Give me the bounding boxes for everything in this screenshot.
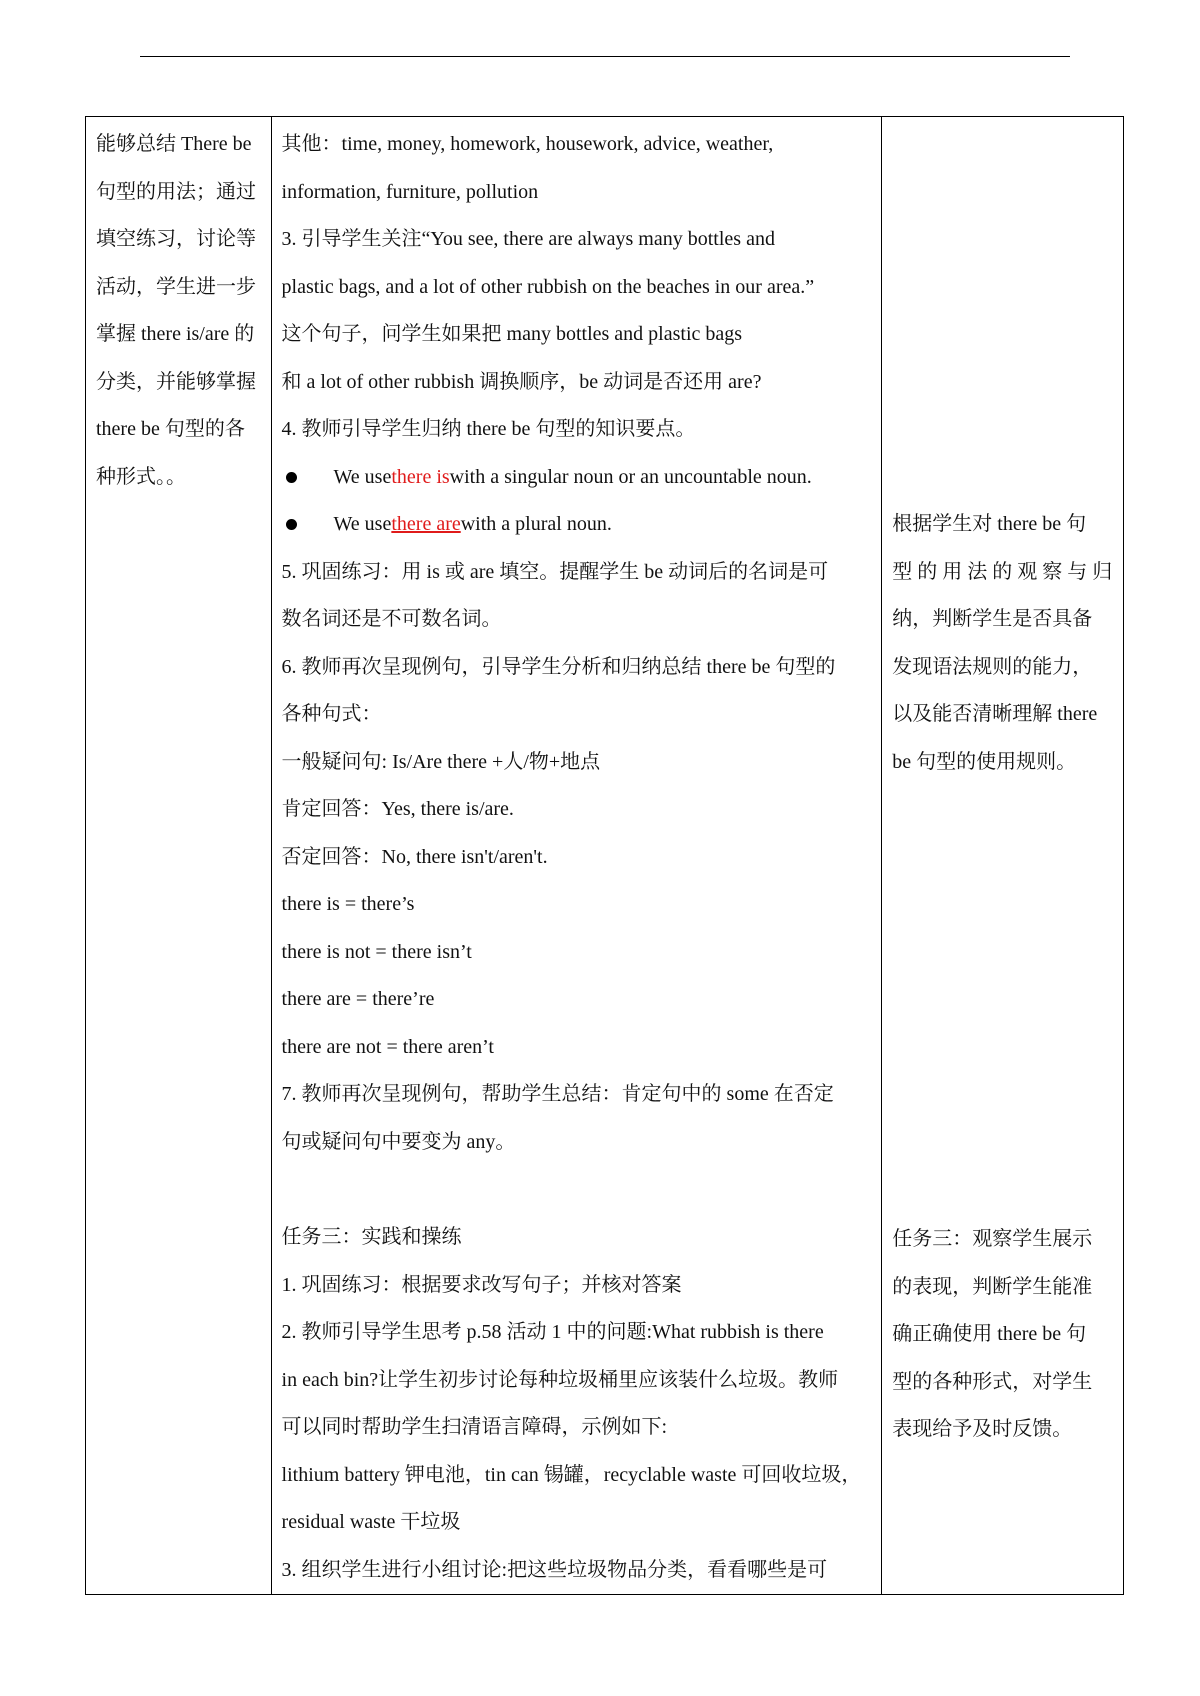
activity-line: 其他：time, money, homework, housework, advice, weather, bbox=[281, 133, 774, 155]
header-rule bbox=[140, 56, 1070, 57]
activity-line: there are = there’re bbox=[281, 988, 435, 1010]
activity-line: 否定回答：No, there isn't/aren't. bbox=[281, 845, 548, 868]
activity-line: 2. 教师引导学生思考 p.58 活动 1 中的问题:What rubbish is there bbox=[281, 1321, 824, 1343]
assessment-line: 确正确使用 there be 句 bbox=[892, 1323, 1087, 1345]
assessment-line: 纳，判断学生是否具备 bbox=[892, 608, 1093, 630]
activity-line: 肯定回答：Yes, there is/are. bbox=[281, 798, 514, 820]
assessment-line: be 句型的使用规则。 bbox=[892, 750, 1077, 773]
bullet-text-pre: We use bbox=[333, 465, 392, 488]
activity-line: in each bin?让学生初步讨论每种垃圾桶里应该装什么垃圾。教师 bbox=[281, 1368, 839, 1391]
highlight-there-is: there is bbox=[391, 465, 450, 488]
assessment-line: 表现给予及时反馈。 bbox=[892, 1418, 1073, 1440]
activity-line: there is = there’s bbox=[281, 893, 415, 915]
objective-line: 掌握 there is/are 的 bbox=[96, 323, 255, 345]
activity-line: there are not = there aren’t bbox=[281, 1035, 494, 1058]
activity-line: 可以同时帮助学生扫清语言障碍，示例如下: bbox=[281, 1416, 668, 1438]
activity-line: 1. 巩固练习：根据要求改写句子；并核对答案 bbox=[281, 1273, 682, 1296]
objective-line: 种形式。。 bbox=[96, 465, 186, 488]
rule-bullet-there-are bbox=[282, 501, 874, 549]
bullet-text-post: with a plural noun. bbox=[460, 513, 612, 535]
activity-line: 4. 教师引导学生归纳 there be 句型的知识要点。 bbox=[281, 418, 696, 440]
activity-line: there is not = there isn’t bbox=[281, 940, 472, 963]
assessment-line: 的表现，判断学生能准 bbox=[892, 1275, 1093, 1298]
assessment-line: 型的各种形式，对学生 bbox=[892, 1370, 1093, 1393]
objectives-cell bbox=[86, 117, 272, 1595]
assessment-line: 发现语法规则的能力， bbox=[892, 655, 1093, 678]
bullet-dot-icon bbox=[286, 519, 297, 530]
bullet-text-post: with a singular noun or an uncountable noun. bbox=[449, 465, 812, 488]
rule-bullet-there-is bbox=[282, 454, 874, 502]
activity-line: plastic bags, and a lot of other rubbish on the beaches in our area.” bbox=[281, 275, 815, 298]
bullet-text-pre: We use bbox=[333, 513, 392, 535]
assessment-line: 根据学生对 there be 句 bbox=[892, 513, 1087, 535]
activity-line: information, furniture, pollution bbox=[281, 180, 539, 203]
activity-line: 7. 教师再次呈现例句，帮助学生总结：肯定句中的 some 在否定 bbox=[281, 1083, 834, 1105]
activity-line: 各种句式： bbox=[281, 703, 382, 725]
objective-line: 句型的用法；通过 bbox=[96, 180, 256, 203]
objective-line: there be 句型的各 bbox=[96, 418, 245, 440]
activities-text bbox=[272, 117, 882, 1594]
activity-line: 这个句子，问学生如果把 many bottles and plastic bags bbox=[281, 323, 743, 345]
bullet-dot-icon bbox=[286, 472, 297, 483]
table-row bbox=[86, 117, 1124, 1595]
activities-cell bbox=[271, 117, 882, 1595]
assessment-text-a bbox=[882, 497, 1123, 786]
activity-line: 6. 教师再次呈现例句，引导学生分析和归纳总结 there be 句型的 bbox=[281, 655, 836, 678]
assessment-line: 任务三：观察学生展示 bbox=[892, 1228, 1093, 1250]
activity-line: residual waste 干垃圾 bbox=[281, 1511, 461, 1533]
objective-line: 能够总结 There be bbox=[96, 133, 252, 155]
objective-line: 填空练习，讨论等 bbox=[96, 228, 256, 250]
activity-line: 5. 巩固练习：用 is 或 are 填空。提醒学生 be 动词后的名词是可 bbox=[281, 560, 829, 583]
assessment-text-b bbox=[882, 1212, 1123, 1454]
lesson-plan-table bbox=[85, 116, 1124, 1595]
activity-line: 和 a lot of other rubbish 调换顺序，be 动词是否还用 are? bbox=[281, 370, 762, 393]
objective-line: 活动，学生进一步 bbox=[96, 275, 256, 298]
activity-line: 3. 引导学生关注“You see, there are always many bottles and bbox=[281, 228, 775, 250]
blank-line bbox=[282, 1166, 874, 1214]
activity-line: 一般疑问句: Is/Are there +人/物+地点 bbox=[281, 750, 601, 773]
activity-line: 句或疑问句中要变为 any。 bbox=[281, 1130, 516, 1153]
activity-line: 数名词还是不可数名词。 bbox=[281, 608, 502, 630]
assessment-line: 以及能否清晰理解 there bbox=[892, 703, 1098, 725]
objectives-text bbox=[86, 117, 271, 501]
objective-line: 分类，并能够掌握 bbox=[96, 370, 256, 393]
task-three-heading: 任务三：实践和操练 bbox=[281, 1226, 462, 1248]
assessment-line: 型 的 用 法 的 观 察 与 归 bbox=[892, 560, 1113, 583]
highlight-there-are: there are bbox=[391, 513, 461, 535]
activity-line: lithium battery 钾电池，tin can 锡罐，recyclable waste 可回收垃圾， bbox=[281, 1463, 862, 1486]
activity-line: 3. 组织学生进行小组讨论:把这些垃圾物品分类，看看哪些是可 bbox=[281, 1558, 828, 1581]
assessment-cell bbox=[882, 117, 1124, 1595]
